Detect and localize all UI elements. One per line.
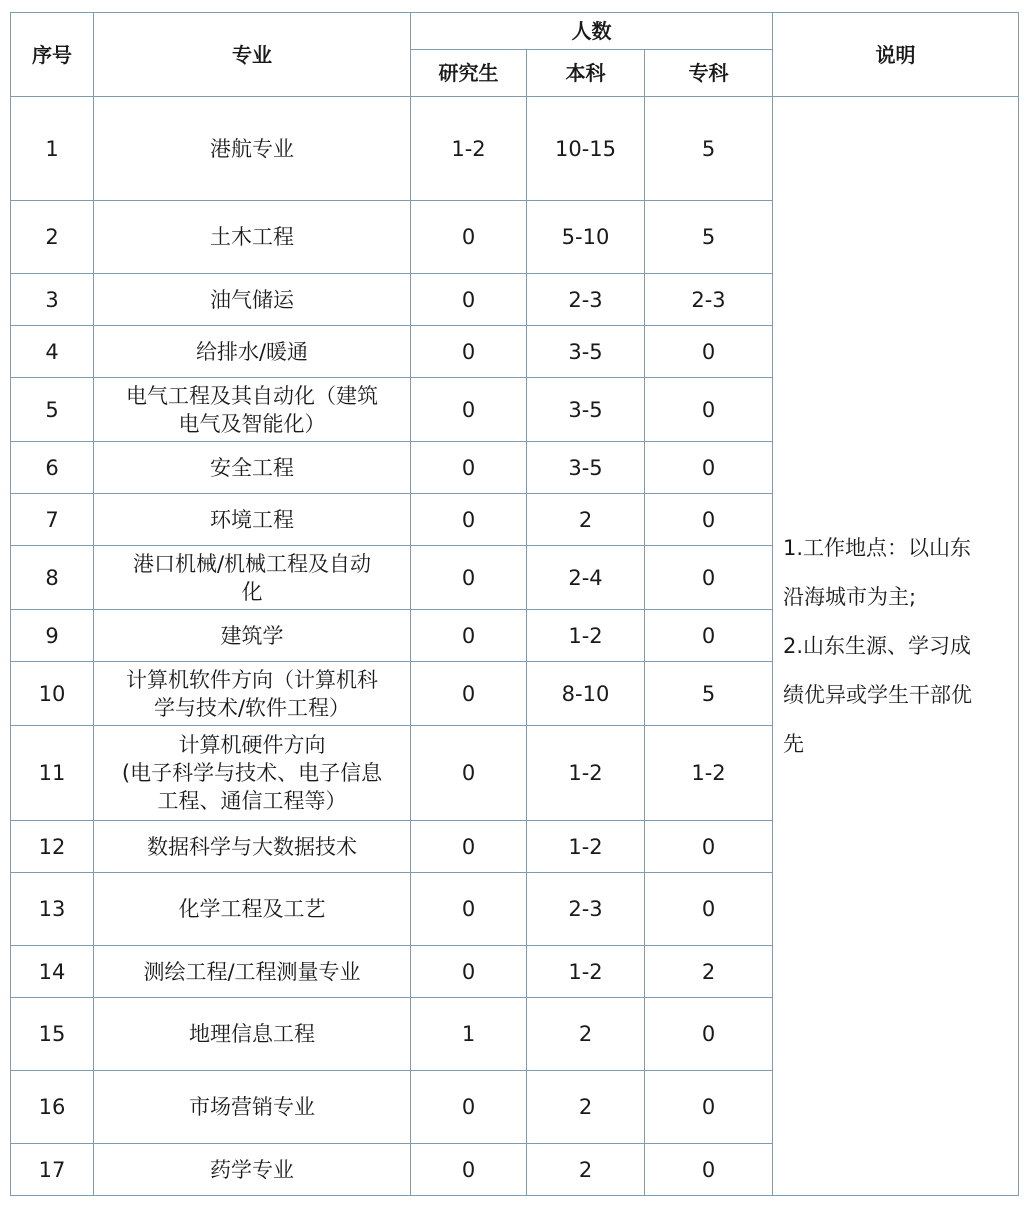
cell-college: 0: [645, 546, 773, 610]
cell-graduate: 0: [411, 610, 527, 662]
header-bachelor: 本科: [527, 50, 645, 97]
cell-graduate: 0: [411, 494, 527, 546]
cell-bachelor: 1-2: [527, 610, 645, 662]
cell-bachelor: 1-2: [527, 726, 645, 821]
cell-bachelor: 3-5: [527, 378, 645, 442]
note-line: 绩优异或学生干部优: [783, 682, 972, 707]
cell-major: 给排水/暖通: [94, 326, 411, 378]
note-line: 先: [783, 731, 804, 756]
cell-bachelor: 5-10: [527, 201, 645, 274]
cell-college: 0: [645, 494, 773, 546]
cell-graduate: 0: [411, 378, 527, 442]
cell-index: 10: [11, 662, 94, 726]
cell-graduate: 0: [411, 201, 527, 274]
cell-graduate: 0: [411, 274, 527, 326]
cell-index: 16: [11, 1071, 94, 1144]
header-graduate: 研究生: [411, 50, 527, 97]
cell-college: 0: [645, 442, 773, 494]
cell-index: 15: [11, 998, 94, 1071]
cell-major: 药学专业: [94, 1144, 411, 1196]
cell-bachelor: 3-5: [527, 326, 645, 378]
cell-major: 油气储运: [94, 274, 411, 326]
cell-major: 港航专业: [94, 97, 411, 201]
cell-major: 计算机硬件方向 (电子科学与技术、电子信息 工程、通信工程等）: [94, 726, 411, 821]
recruitment-table-wrapper: [10, 12, 1019, 1196]
cell-bachelor: 2-3: [527, 873, 645, 946]
cell-index: 7: [11, 494, 94, 546]
cell-graduate: 0: [411, 1071, 527, 1144]
cell-bachelor: 2-4: [527, 546, 645, 610]
note-line: 沿海城市为主;: [783, 584, 917, 609]
cell-index: 1: [11, 97, 94, 201]
cell-bachelor: 2: [527, 1144, 645, 1196]
cell-graduate: 0: [411, 442, 527, 494]
cell-index: 4: [11, 326, 94, 378]
note-line: 1.工作地点：以山东: [783, 535, 972, 560]
cell-bachelor: 1-2: [527, 821, 645, 873]
cell-graduate: 0: [411, 873, 527, 946]
cell-college: 2: [645, 946, 773, 998]
cell-graduate: 1: [411, 998, 527, 1071]
cell-major: 地理信息工程: [94, 998, 411, 1071]
cell-college: 0: [645, 1071, 773, 1144]
cell-college: 0: [645, 378, 773, 442]
header-index: 序号: [11, 13, 94, 97]
cell-college: 0: [645, 1144, 773, 1196]
cell-index: 5: [11, 378, 94, 442]
cell-index: 9: [11, 610, 94, 662]
cell-index: 12: [11, 821, 94, 873]
cell-bachelor: 2: [527, 998, 645, 1071]
cell-major: 电气工程及其自动化（建筑 电气及智能化）: [94, 378, 411, 442]
cell-major: 数据科学与大数据技术: [94, 821, 411, 873]
cell-bachelor: 8-10: [527, 662, 645, 726]
recruitment-table: [10, 12, 1019, 1196]
cell-bachelor: 10-15: [527, 97, 645, 201]
cell-index: 17: [11, 1144, 94, 1196]
header-major: 专业: [94, 13, 411, 97]
table-body: [11, 97, 1019, 1196]
cell-bachelor: 3-5: [527, 442, 645, 494]
cell-index: 11: [11, 726, 94, 821]
cell-index: 8: [11, 546, 94, 610]
cell-major: 化学工程及工艺: [94, 873, 411, 946]
cell-major: 港口机械/机械工程及自动 化: [94, 546, 411, 610]
cell-major: 土木工程: [94, 201, 411, 274]
cell-major: 测绘工程/工程测量专业: [94, 946, 411, 998]
cell-graduate: 0: [411, 546, 527, 610]
cell-graduate: 0: [411, 662, 527, 726]
cell-major: 安全工程: [94, 442, 411, 494]
cell-graduate: 0: [411, 1144, 527, 1196]
cell-college: 0: [645, 326, 773, 378]
cell-college: 5: [645, 97, 773, 201]
header-college: 专科: [645, 50, 773, 97]
cell-major: 计算机软件方向（计算机科 学与技术/软件工程）: [94, 662, 411, 726]
cell-bachelor: 1-2: [527, 946, 645, 998]
table-row: [11, 97, 1019, 201]
cell-index: 14: [11, 946, 94, 998]
header-note: 说明: [773, 13, 1019, 97]
cell-note: [773, 97, 1019, 1196]
cell-graduate: 0: [411, 326, 527, 378]
cell-college: 5: [645, 662, 773, 726]
cell-graduate: 0: [411, 946, 527, 998]
cell-college: 0: [645, 610, 773, 662]
cell-college: 0: [645, 821, 773, 873]
cell-index: 13: [11, 873, 94, 946]
cell-major: 建筑学: [94, 610, 411, 662]
cell-college: 2-3: [645, 274, 773, 326]
cell-college: 0: [645, 873, 773, 946]
note-line: 2.山东生源、学习成: [783, 633, 972, 658]
cell-index: 6: [11, 442, 94, 494]
cell-bachelor: 2: [527, 1071, 645, 1144]
cell-college: 1-2: [645, 726, 773, 821]
cell-graduate: 1-2: [411, 97, 527, 201]
cell-index: 2: [11, 201, 94, 274]
cell-index: 3: [11, 274, 94, 326]
cell-major: 市场营销专业: [94, 1071, 411, 1144]
cell-graduate: 0: [411, 821, 527, 873]
cell-graduate: 0: [411, 726, 527, 821]
cell-bachelor: 2-3: [527, 274, 645, 326]
cell-college: 0: [645, 998, 773, 1071]
header-count: 人数: [411, 13, 773, 50]
cell-bachelor: 2: [527, 494, 645, 546]
cell-college: 5: [645, 201, 773, 274]
cell-major: 环境工程: [94, 494, 411, 546]
